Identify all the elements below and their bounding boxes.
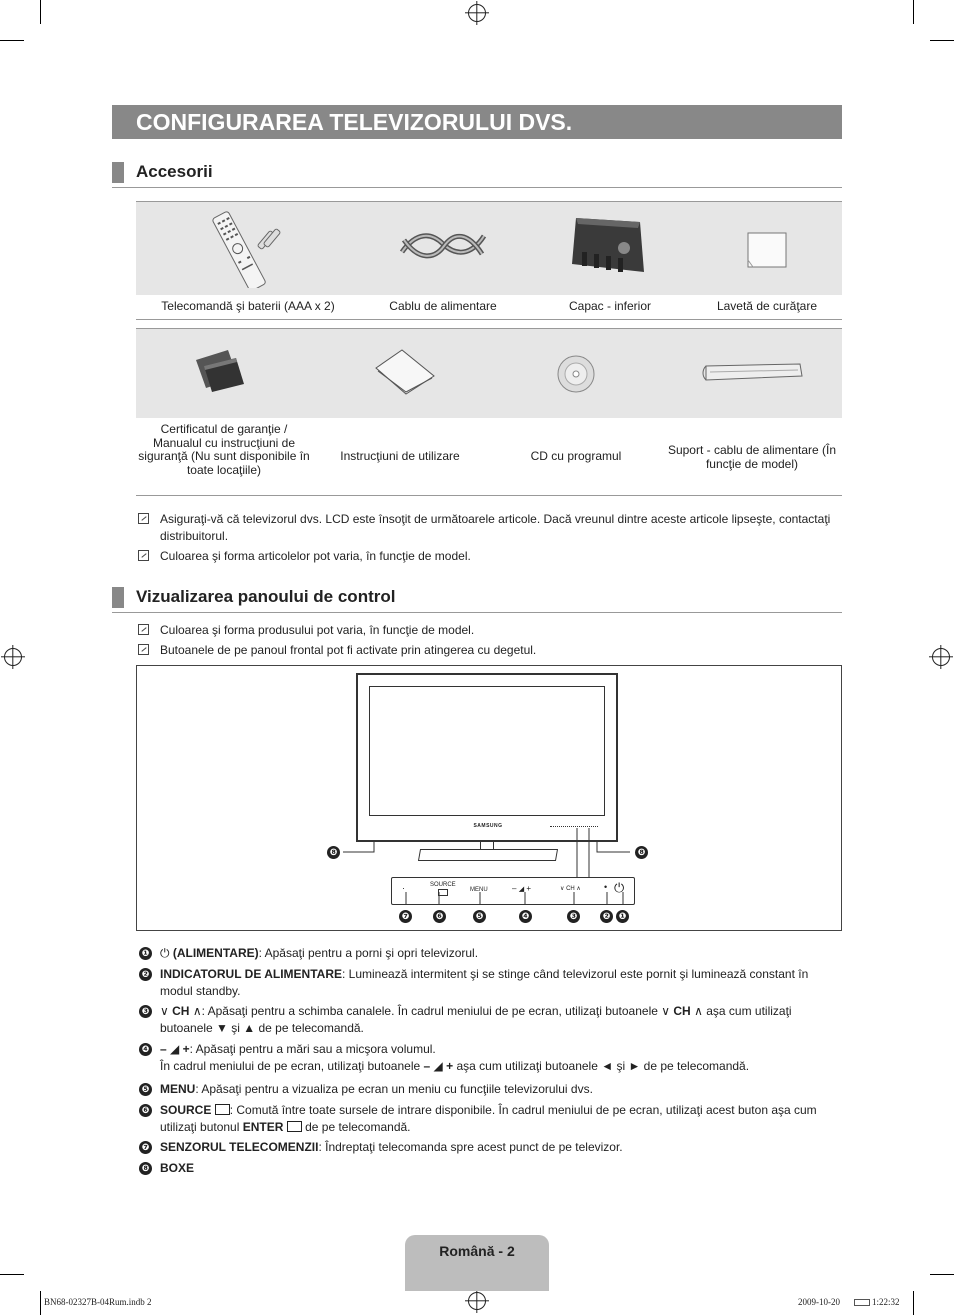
item-desc: : Luminează intermitent şi se stinge când televizorul este pornit şi luminează constant în modul standby. (160, 967, 809, 998)
accessory-label: Telecomandă şi baterii (AAA x 2) (161, 299, 335, 313)
accessory-label: Suport - cablu de alimentare (În funcţie de model) (667, 443, 837, 471)
legend-item (136, 1003, 842, 1037)
item-desc: : Apăsaţi pentru a mări sau a micşora volumul. (189, 1042, 436, 1056)
enter-icon (215, 1104, 230, 1115)
callout-8-left: ❽ (327, 846, 340, 859)
chevron-down-icon: ∨ (560, 886, 565, 892)
volume-plus-icon: + (446, 1059, 454, 1073)
menu-button[interactable]: MENU (470, 887, 488, 893)
item-desc: În cadrul meniului de pe ecran, utilizaţi butoanele (160, 1059, 421, 1073)
volume-plus-icon: + (526, 884, 531, 893)
item-number: ❽ (139, 1162, 152, 1175)
print-date: 2009-10-20 (798, 1297, 840, 1307)
legend-item (136, 1160, 842, 1177)
note-text: Culoarea şi forma articolelor pot varia, în funcţie de model. (160, 549, 471, 563)
chevron-up-icon: ∧ (576, 886, 581, 892)
note (136, 511, 842, 545)
item-desc: : Comută între toate sursele de intrare disponibile. În cadrul meniului de pe ecran, utilizaţi acest buton aşa cum utilizaţi butonul (160, 1103, 817, 1134)
callout-1: ❶ (616, 910, 629, 923)
item-text (160, 1139, 842, 1156)
volume-minus-icon: – (512, 884, 517, 893)
registration-mark-icon (932, 648, 950, 666)
accessory-label: Certificatul de garanţie / Manualul cu instrucţiuni de siguranţă (Nu sunt disponibile în toate locaţiile) (138, 422, 310, 477)
power-indicator: • (604, 882, 608, 892)
legend-item (136, 945, 842, 962)
item-text (160, 1081, 842, 1098)
chevron-down-icon: ∨ (160, 1004, 169, 1018)
callout-8-right: ❽ (635, 846, 648, 859)
placeholder-glyph-icon (854, 1299, 870, 1306)
callout-3: ❸ (567, 910, 580, 923)
item-term: ENTER (242, 1120, 284, 1134)
section-marker (112, 587, 124, 608)
item-desc: : Apăsaţi pentru a schimba canalele. În cadrul meniului de pe ecran, utilizaţi butoanele (201, 1004, 658, 1018)
source-label: SOURCE (430, 882, 456, 888)
tv-diagram (136, 665, 842, 931)
section-title: Accesorii (136, 162, 213, 181)
item-term: CH (673, 1004, 691, 1018)
crop-mark (930, 1274, 954, 1275)
crop-mark (40, 0, 41, 24)
crop-mark (40, 1291, 41, 1315)
note-icon (138, 513, 149, 524)
registration-mark-icon (468, 1292, 486, 1310)
ch-label: CH (566, 886, 575, 892)
item-text (160, 1041, 842, 1075)
item-desc: : Apăsaţi pentru a porni şi opri televizorul. (258, 946, 479, 960)
power-cable-icon (396, 222, 491, 268)
item-number: ❼ (139, 1141, 152, 1154)
callout-7: ❼ (399, 910, 412, 923)
note-text: Culoarea şi forma produsului pot varia, în funcţie de model. (160, 623, 475, 637)
item-number: ❷ (139, 968, 152, 981)
item-number: ❺ (139, 1083, 152, 1096)
remote-icon (205, 208, 295, 288)
power-button[interactable]: ⏻ (614, 880, 625, 895)
registration-mark-icon (468, 4, 486, 22)
bottom-cover-icon (568, 214, 652, 276)
enter-icon (287, 1121, 302, 1132)
callout-4: ❹ (519, 910, 532, 923)
accessory-label: Instrucţiuni de utilizare (340, 449, 460, 463)
note-icon (138, 550, 149, 561)
crop-mark (930, 40, 954, 41)
item-desc: : Îndreptaţi telecomanda spre acest punct de pe televizor. (318, 1140, 623, 1154)
chevron-up-icon: ∧ (694, 1004, 703, 1018)
note-text: Butoanele de pe panoul frontal pot fi activate prin atingerea cu degetul. (160, 643, 537, 657)
crop-mark (0, 1274, 24, 1275)
chevron-up-icon: ∧ (192, 1004, 202, 1018)
legend-item (136, 966, 842, 1000)
divider (136, 319, 842, 320)
crop-mark (913, 1291, 914, 1315)
cleaning-cloth-icon (745, 230, 789, 270)
volume-icon: ◢ (433, 1059, 443, 1073)
note (136, 548, 842, 565)
item-desc: aşa cum utilizaţi butoanele ◄ şi ► de pe telecomandă. (456, 1059, 750, 1073)
section-header-accessories (112, 160, 842, 188)
item-text (160, 945, 842, 962)
item-term: SOURCE (160, 1103, 212, 1117)
item-text (160, 1160, 842, 1177)
note-icon (138, 644, 149, 655)
channel-button[interactable] (560, 885, 581, 892)
note (136, 642, 842, 659)
page-number-tab (405, 1235, 549, 1291)
file-name: BN68-02327B-04Rum.indb 2 (44, 1297, 152, 1307)
note (136, 622, 842, 639)
control-panel-strip (391, 877, 635, 905)
legend-item (136, 1139, 842, 1156)
crop-mark (0, 40, 24, 41)
volume-plus-icon: + (182, 1042, 190, 1056)
brand-logo: SAMSUNG (473, 823, 503, 829)
section-header-control-panel (112, 585, 842, 613)
item-number: ❶ (139, 947, 152, 960)
legend-item (136, 1102, 842, 1136)
legend-item (136, 1041, 842, 1075)
item-term: BOXE (160, 1161, 195, 1175)
callout-2: ❷ (600, 910, 613, 923)
item-term: MENU (160, 1082, 196, 1096)
item-term: SENZORUL TELECOMENZII (160, 1140, 319, 1154)
section-title: Vizualizarea panoului de control (136, 587, 396, 606)
item-text (160, 1102, 842, 1136)
item-term: CH (172, 1004, 190, 1018)
warranty-card-icon (192, 348, 248, 392)
volume-button[interactable] (512, 884, 531, 893)
volume-icon: ◢ (170, 1042, 180, 1056)
item-text (160, 1003, 842, 1037)
item-desc: : Apăsaţi pentru a vizualiza pe ecran un meniu cu funcţiile televizorului dvs. (195, 1082, 593, 1096)
crop-mark (913, 0, 914, 24)
registration-mark-icon (4, 648, 22, 666)
volume-minus-icon: – (423, 1059, 431, 1073)
print-time: 1:22:32 (872, 1297, 900, 1307)
accessory-label: CD cu programul (530, 449, 622, 463)
source-button[interactable] (430, 882, 456, 896)
section-marker (112, 162, 124, 183)
callout-5: ❺ (473, 910, 486, 923)
accessory-label: Cablu de alimentare (389, 299, 497, 313)
page-number: Română - 2 (439, 1243, 515, 1259)
volume-icon: ◢ (518, 886, 525, 893)
item-number: ❸ (139, 1005, 152, 1018)
item-number: ❻ (139, 1104, 152, 1117)
cable-holder-icon (700, 360, 806, 384)
enter-icon (438, 889, 448, 896)
item-term: INDICATORUL DE ALIMENTARE (160, 967, 342, 981)
item-number: ❹ (139, 1043, 152, 1056)
legend-item (136, 1081, 842, 1098)
power-icon: ⏻ (160, 946, 170, 960)
callout-6: ❻ (433, 910, 446, 923)
accessory-label: Lavetă de curăţare (716, 299, 818, 313)
page-title: CONFIGURAREA TELEVIZORULUI DVS. (112, 105, 842, 139)
item-desc: de pe telecomandă. (305, 1120, 411, 1134)
accessory-label: Capac - inferior (568, 299, 652, 313)
remote-sensor: · (402, 883, 405, 893)
volume-minus-icon: – (160, 1042, 167, 1056)
note-text: Asiguraţi-vă că televizorul dvs. LCD este însoţit de următoarele articole. Dacă vreunul dintre aceste articole lipseşte, contactaţi distribuitorul. (160, 512, 831, 543)
item-term: (ALIMENTARE) (172, 946, 259, 960)
item-desc: aşa cum utilizaţi butoanele ▼ şi ▲ de pe telecomandă. (160, 1004, 792, 1035)
manual-icon (372, 348, 438, 396)
note-icon (138, 624, 149, 635)
chevron-down-icon: ∨ (661, 1004, 671, 1018)
divider (136, 495, 842, 496)
item-text (160, 966, 842, 1000)
cd-icon (556, 354, 596, 394)
